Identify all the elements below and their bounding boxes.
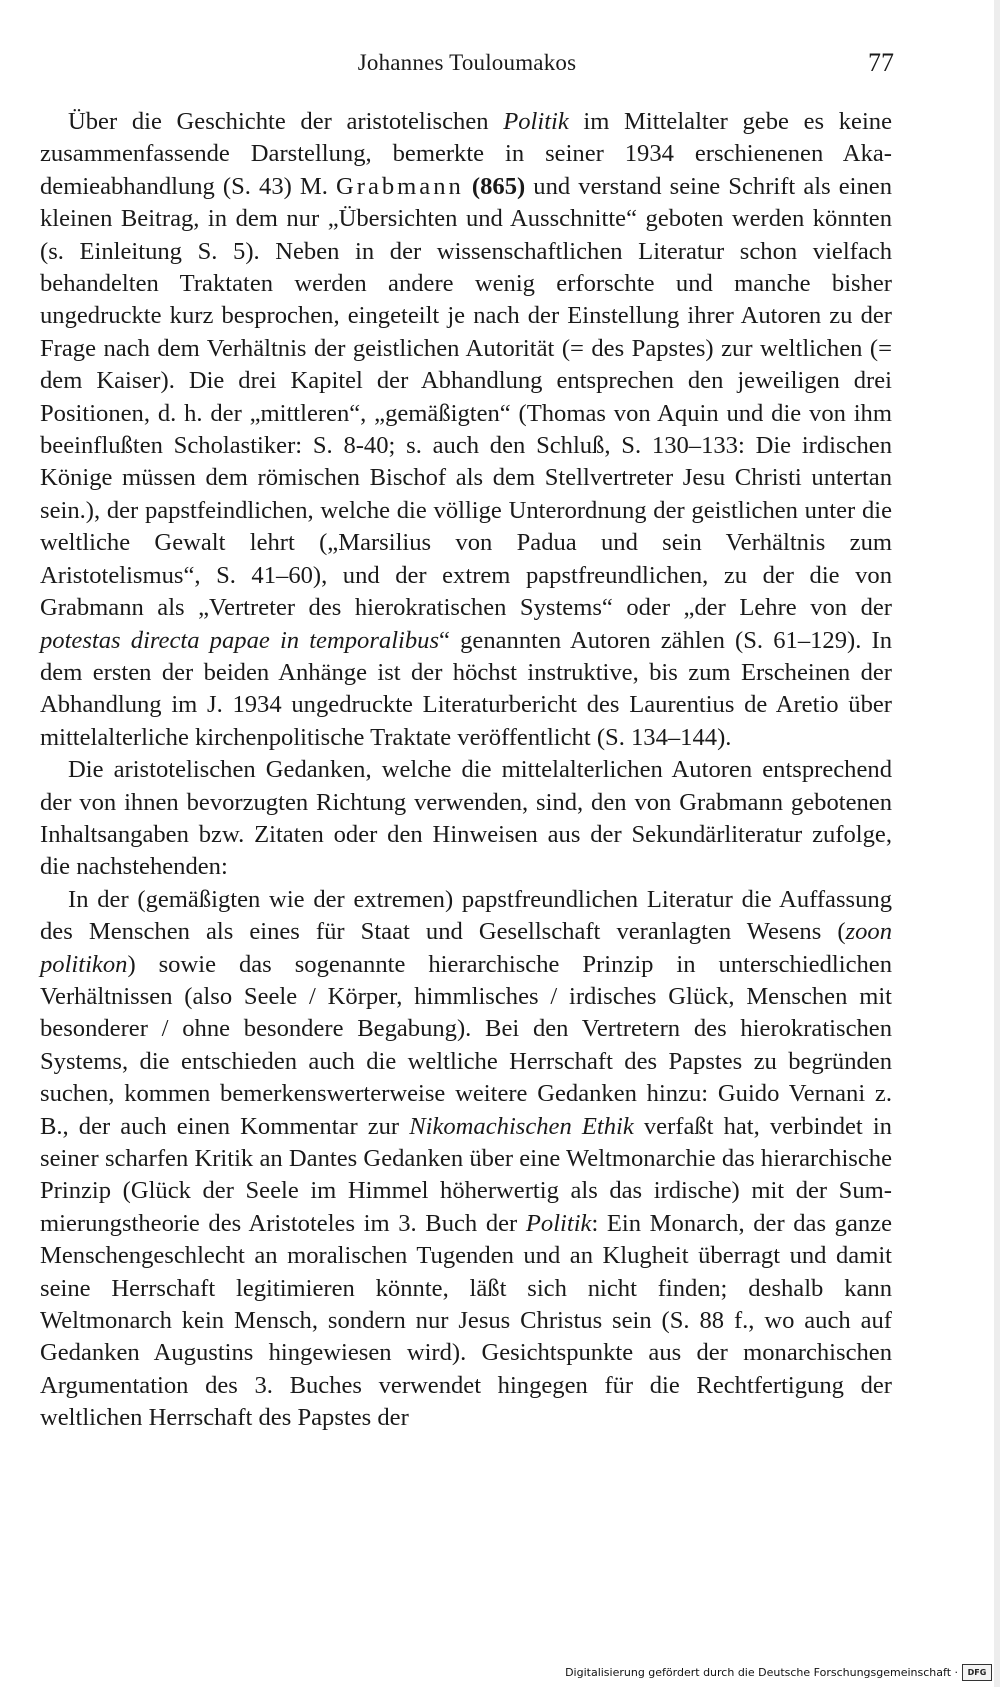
italic-term: zoon politikon [40, 918, 892, 978]
paragraph-3 [40, 884, 892, 1435]
text-run: ) sowie das sogenannte hierarchische Prinzip in unterschiedlichen Verhältnissen (also Seele / Körper, himmlisches / irdisches Glück, Menschen mit besonderer / ohne besondere Begabung). Bei den Vertretern des hierokratischen Systems, die entschieden auch die weltliche Herrschaft des Papstes zu begründen suchen, kommen bemerkenswerterweise weitere Gedanken hinzu: Guido Vernani z. B., der auch einen Kommentar zur [40, 950, 892, 1140]
text-run [464, 173, 472, 200]
page-number: 77 [868, 48, 894, 77]
running-header [42, 48, 892, 88]
spaced-author-name: Grabmann [336, 172, 464, 200]
text-run: In der (gemäßigten wie der extremen) papstfreundlichen Literatur die Auffassung des Menschen als eines für Staat und Gesellschaft veranlagten Wesens ( [40, 885, 892, 946]
footer-text: Digitalisierung gefördert durch die Deutsche Forschungsgemeinschaft · [565, 1665, 958, 1679]
text-run: Über die Geschichte der aristotelischen [68, 108, 504, 135]
page-edge [994, 0, 1000, 1687]
body-text [40, 106, 892, 1435]
italic-title: Politik [525, 1209, 592, 1237]
paragraph-1 [40, 106, 892, 754]
italic-latin-phrase: potestas directa papae in temporalibus [40, 626, 440, 654]
paragraph-2: Die aristotelischen Gedanken, welche die mittelalterlichen Autoren entsprechend der von ihnen bevorzugten Richtung verwenden, sind, den von Grabmann gebotenen Inhaltsangaben bzw. Zitaten oder den Hinweisen aus der Sekundärliteratur zufolge, die nachstehenden: [40, 756, 892, 881]
digitization-footer [565, 1661, 992, 1683]
italic-title: Nikomachischen Ethik [409, 1112, 634, 1140]
text-run: verfaßt hat, verbindet in seiner scharfen Kritik an Dantes Gedanken über eine Weltmonarchie das hierarchische Prinzip (Glück der Seele im Himmel höherwertig als das irdische) mit der Summierungstheorie des Aristoteles im 3. Buch der [40, 1112, 892, 1237]
text-run: “ genannten Autoren zählen (S. 61–129). In dem ersten der beiden Anhänge ist der höchst instruktive, bis zum Erscheinen der Abhandlung im J. 1934 ungedruckte Literaturbericht des Laurentius de Aretio über mittelalterliche kirchenpolitische Traktate veröffentlicht (S. 134–144). [40, 626, 892, 751]
dfg-logo-icon: DFG [962, 1664, 992, 1681]
text-run: : Ein Monarch, der das ganze Menschengeschlecht an moralischen Tugenden und an Klugheit überragt und damit seine Herrschaft legitimieren könnte, läßt sich nicht finden; deshalb kann Weltmonarch kein Mensch, sondern nur Jesus Christus sein (S. 88 f., wo auch auf Gedanken Augustins hingewiesen wird). Gesichtspunkte aus der monarchischen Argumentation des 3. Buches verwendet hingegen für die Rechtfertigung der weltlichen Herrschaft des Papstes der [40, 1209, 893, 1432]
text-run: im Mittelalter gebe es keine zusammenfassende Darstellung, bemerkte in seiner 1934 erschienenen Akademieabhandlung (S. 43) M. [40, 108, 892, 200]
bold-reference: (865) [471, 172, 526, 200]
text-run: und verstand seine Schrift als einen kleinen Beitrag, in dem nur „Übersichten und Ausschnitte“ geboten werden könnten (s. Einleitung S. 5). Neben in der wissenschaftlichen Literatur schon vielfach behandelten Traktaten werden andere wenig erforschte und manche bisher ungedruckte kurz besprochen, eingeteilt je nach der Einstellung ihrer Autoren zu der Frage nach dem Verhältnis der geistlichen Autorität (= des Papstes) zur weltlichen (= dem Kaiser). Die drei Kapitel der Abhandlung entsprechen den jeweiligen drei Positionen, d. h. der „mittleren“, „gemäßigten“ (Thomas von Aquin und die von ihm beeinflußten Scholastiker: S. 8-40; s. auch den Schluß, S. 130–133: Die irdischen Könige müssen dem römischen Bischof als dem Stellvertreter Jesu Christi untertan sein.), der papstfeindlichen, welche die völlige Unterordnung der geistlichen unter die weltliche Gewalt lehrt („Marsilius von Padua und sein Verhältnis zum Aristotelismus“, S. 41–60), und der extrem papstfreundlichen, zu der die von Grabmann als „Vertreter des hierokratischen Systems“ oder „der Lehre von der [40, 172, 892, 622]
italic-title: Politik [503, 108, 569, 135]
running-head-author: Johannes Touloumakos [357, 50, 577, 75]
